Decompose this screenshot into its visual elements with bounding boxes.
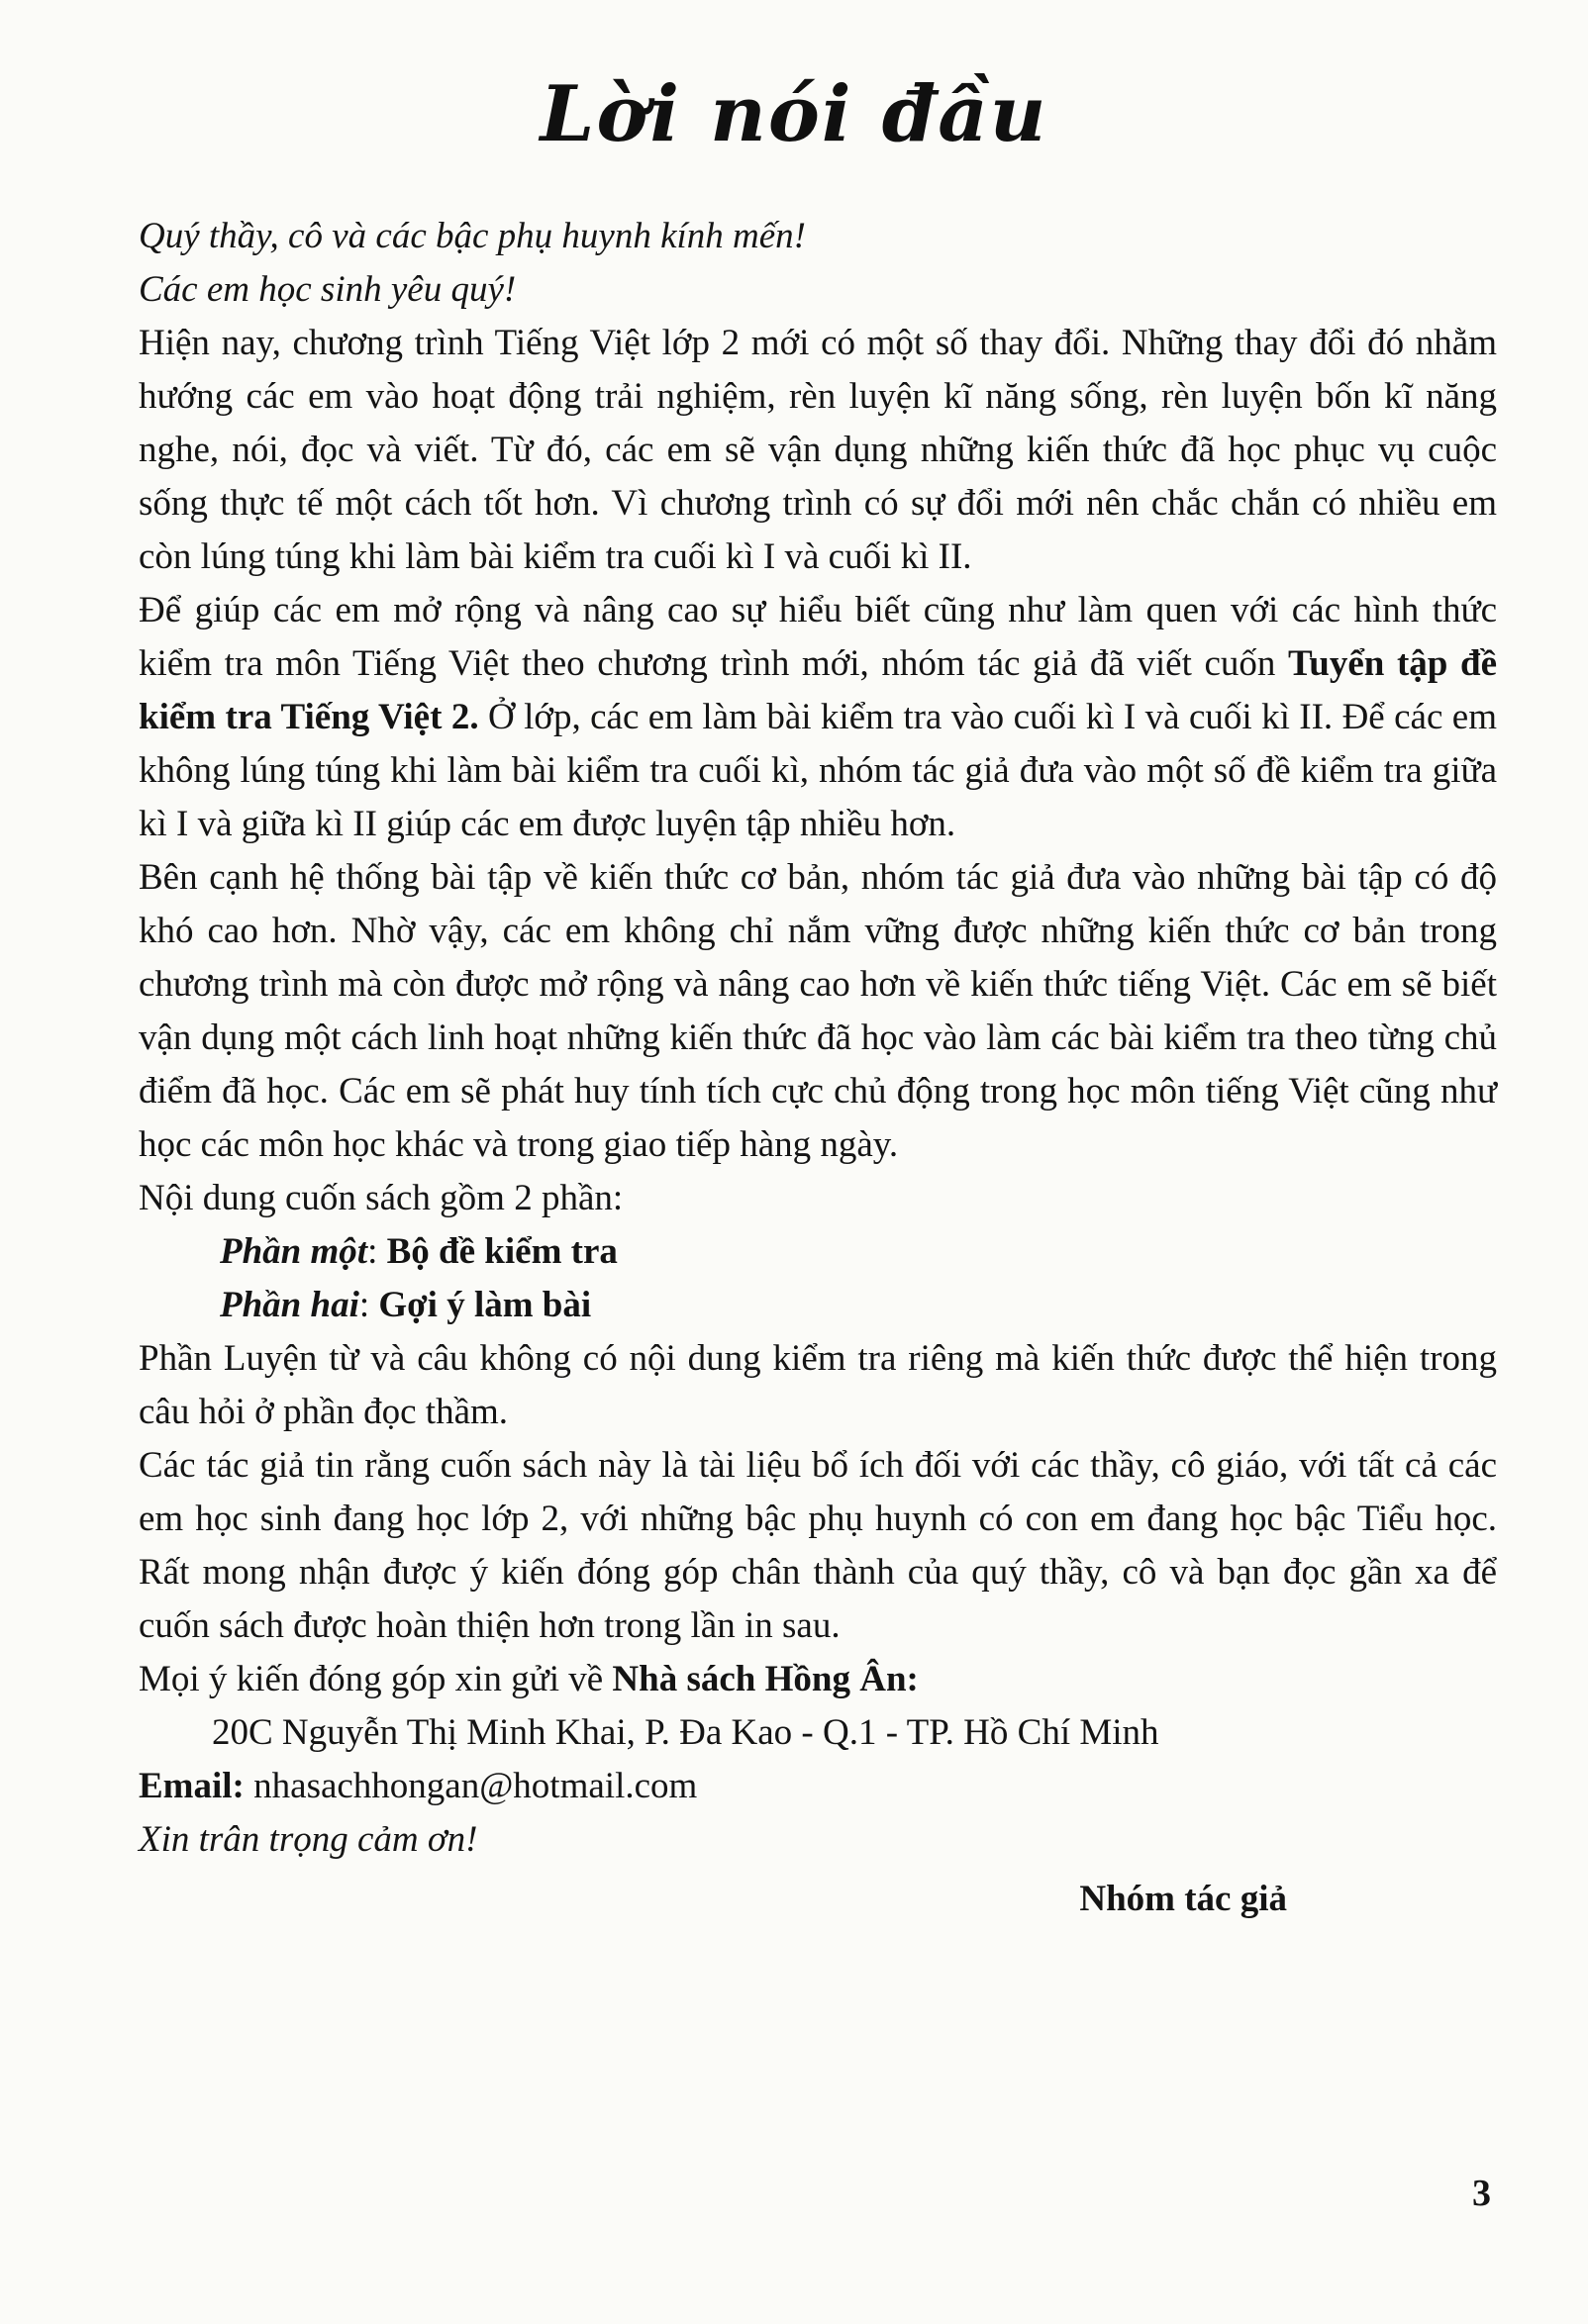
email-label: Email: bbox=[139, 1766, 245, 1806]
part-two-line: Phần hai: Gợi ý làm bài bbox=[220, 1285, 592, 1325]
paragraph-2-text-start: Để giúp các em mở rộng và nâng cao sự hiểu biết cũng như làm quen với các hình thức kiểm tra môn Tiếng Việt theo chương trình mới, nhóm tác giả đã viết cuốn bbox=[139, 590, 1497, 684]
book-title: Tuyển tập đề kiểm tra Tiếng Việt 2. bbox=[139, 643, 1497, 737]
paragraph-2 bbox=[139, 584, 1497, 851]
publisher-address: 20C Nguyễn Thị Minh Khai, P. Đa Kao - Q.1 - TP. Hồ Chí Minh bbox=[212, 1712, 1159, 1753]
part-two-value: Gợi ý làm bài bbox=[378, 1285, 592, 1325]
paragraph-3: Bên cạnh hệ thống bài tập về kiến thức cơ bản, nhóm tác giả đưa vào những bài tập có độ khó cao hơn. Nhờ vậy, các em không chỉ nắm vững được những kiến thức cơ bản trong chương trình mà còn được mở rộng và nâng cao hơn về kiến thức tiếng Việt. Các em sẽ biết vận dụng một cách linh hoạt những kiến thức đã học vào làm các bài kiểm tra theo từng chủ điểm đã học. Các em sẽ phát huy tính tích cực chủ động trong học môn tiếng Việt cũng như học các môn học khác và trong giao tiếp hàng ngày. bbox=[139, 857, 1497, 1165]
part-one-label: Phần một bbox=[220, 1231, 368, 1272]
greeting-line-2: Các em học sinh yêu quý! bbox=[139, 269, 517, 310]
paragraph-4: Nội dung cuốn sách gồm 2 phần: bbox=[139, 1178, 624, 1218]
paragraph-2-text-end: Ở lớp, các em làm bài kiểm tra vào cuối kì I và cuối kì II. Để các em không lúng túng khi làm bài kiểm tra cuối kì, nhóm tác giả đưa vào một số đề kiểm tra giữa kì I và giữa kì II giúp các em được luyện tập nhiều hơn. bbox=[139, 697, 1498, 844]
page-title: Lời nói đầu bbox=[540, 69, 1048, 159]
publisher-name: Nhà sách Hồng Ân: bbox=[612, 1659, 919, 1699]
paragraph-1: Hiện nay, chương trình Tiếng Việt lớp 2 mới có một số thay đổi. Những thay đổi đó nhằm hướng các em vào hoạt động trải nghiệm, rèn luyện kĩ năng sống, rèn luyện bốn kĩ năng nghe, nói, đọc và viết. Từ đó, các em sẽ vận dụng những kiến thức đã học phục vụ cuộc sống thực tế một cách tốt hơn. Vì chương trình có sự đổi mới nên chắc chắn có nhiều em còn lúng túng khi làm bài kiểm tra cuối kì I và cuối kì II. bbox=[139, 323, 1497, 577]
email-line bbox=[139, 1760, 1497, 1813]
paragraph-5: Phần Luyện từ và câu không có nội dung kiểm tra riêng mà kiến thức được thể hiện trong câu hỏi ở phần đọc thầm. bbox=[139, 1338, 1497, 1432]
email-address: nhasachhongan@hotmail.com bbox=[253, 1766, 698, 1806]
paragraph-6: Các tác giả tin rằng cuốn sách này là tài liệu bổ ích đối với các thầy, cô giáo, với tất cả các em học sinh đang học lớp 2, với những bậc phụ huynh có con em đang học bậc Tiểu học. Rất mong nhận được ý kiến đóng góp chân thành của quý thầy, cô và bạn đọc gần xa để cuốn sách được hoàn thiện hơn trong lần in sau. bbox=[139, 1445, 1497, 1646]
page-number: 3 bbox=[1472, 2173, 1491, 2214]
part-one-line: Phần một: Bộ đề kiểm tra bbox=[220, 1231, 618, 1272]
signature: Nhóm tác giả bbox=[1079, 1879, 1287, 1919]
preface-body bbox=[139, 210, 1497, 1926]
contact-intro: Mọi ý kiến đóng góp xin gửi về bbox=[139, 1659, 613, 1699]
part-one-value: Bộ đề kiểm tra bbox=[386, 1231, 618, 1272]
greeting-line-1: Quý thầy, cô và các bậc phụ huynh kính mến! bbox=[139, 216, 807, 256]
contact-line bbox=[139, 1653, 1497, 1706]
part-two-label: Phần hai bbox=[220, 1285, 359, 1325]
closing-line: Xin trân trọng cảm ơn! bbox=[139, 1819, 478, 1860]
